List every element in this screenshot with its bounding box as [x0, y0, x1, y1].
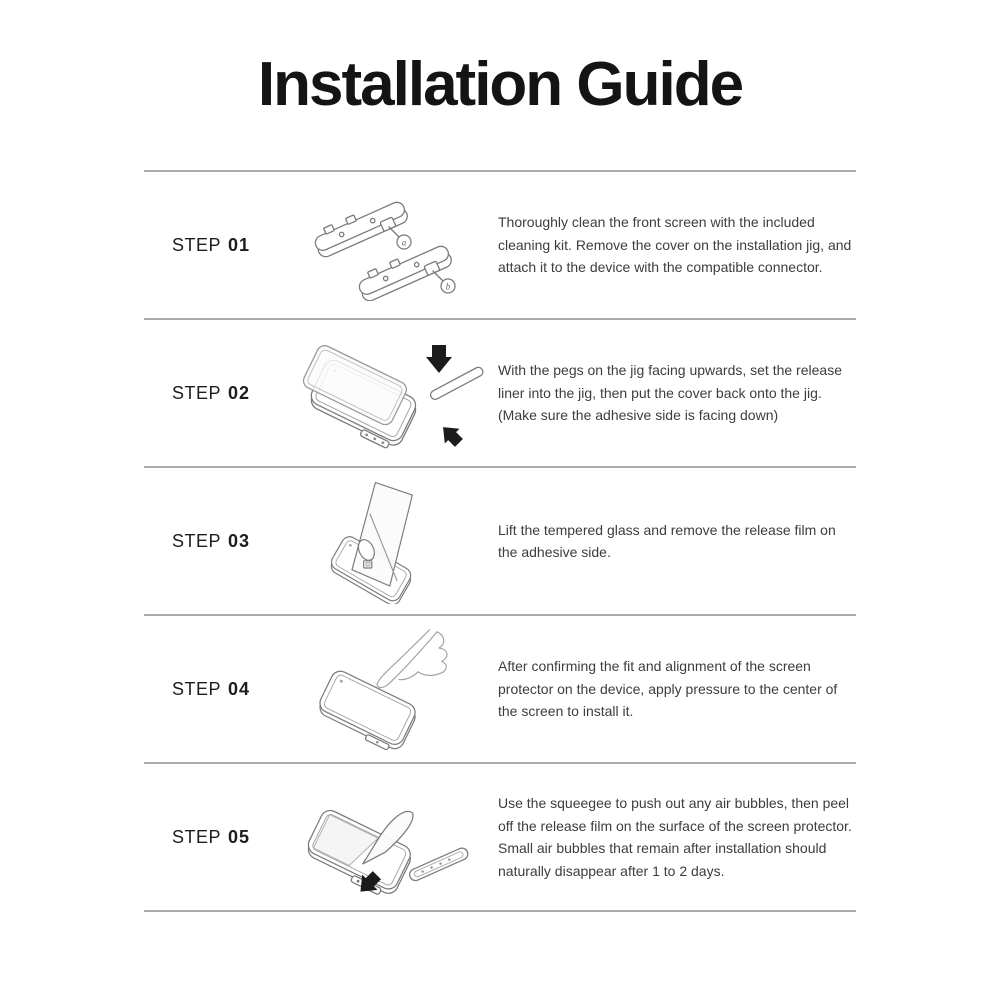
- callout-b-letter: b: [445, 281, 451, 292]
- step-number: 01: [228, 234, 251, 255]
- guide-document: [144, 0, 856, 912]
- step-02-art: [299, 331, 495, 455]
- step-03-row: [144, 468, 856, 616]
- step-03-art: [325, 478, 469, 604]
- step-word: STEP: [172, 382, 222, 403]
- down-arrow-icon: [426, 345, 452, 373]
- step-01-description: Thoroughly clean the front screen with the included cleaning kit. Remove the cover on the installation jig, and attach it to the device with the compatible connector.: [498, 214, 852, 276]
- hand-heel: [399, 672, 418, 680]
- step-04-label: [144, 679, 296, 700]
- callout-a-leader: [389, 227, 400, 238]
- step-01-row: [144, 172, 856, 320]
- step-05-art: [304, 774, 490, 901]
- step-05-description: Use the squeegee to push out any air bubbles, then peel off the release film on the surface of the screen protector. Small air bubbles that remain after installation should naturally disappear after 1 to 2 days.: [498, 795, 852, 879]
- installation-jig-pieces-icon: [296, 189, 498, 301]
- callout-b-leader: [433, 271, 444, 282]
- step-01-label: [144, 235, 296, 256]
- cover-handle-bar: [429, 366, 484, 401]
- page-title: Installation Guide: [257, 50, 743, 119]
- step-number: 03: [228, 530, 251, 551]
- step-03-description: Lift the tempered glass and remove the release film on the adhesive side.: [498, 521, 836, 560]
- step-04-description: After confirming the fit and alignment of the screen protector on the device, apply pressure to the center of the screen to install it.: [498, 658, 838, 720]
- step-01-art: [299, 189, 495, 301]
- jig-bar-a: [311, 195, 410, 259]
- step-word: STEP: [172, 234, 222, 255]
- step-word: STEP: [172, 826, 222, 847]
- step-02-row: [144, 320, 856, 468]
- step-02-description: With the pegs on the jig facing upwards, set the release liner into the jig, then put the cover back onto the jig. (Make sure the adhesive side is facing down): [498, 362, 842, 424]
- squeegee: [408, 846, 470, 882]
- step-word: STEP: [172, 530, 222, 551]
- set-release-liner-into-jig-icon: [296, 331, 498, 455]
- squeegee-and-peel-film-icon: [296, 774, 498, 901]
- step-03-label: [144, 531, 296, 552]
- step-05-row: [144, 764, 856, 912]
- phone-outline: [313, 668, 420, 750]
- callout-a-letter: a: [401, 237, 407, 248]
- step-number: 04: [228, 678, 251, 699]
- step-word: STEP: [172, 678, 222, 699]
- lift-glass-remove-release-film-icon: [296, 478, 498, 604]
- step-02-label: [144, 383, 296, 404]
- step-number: 05: [228, 826, 251, 847]
- steps-list: [144, 170, 856, 912]
- up-left-arrow-icon: [436, 420, 467, 451]
- step-04-row: [144, 616, 856, 764]
- pressing-hand: [377, 630, 447, 688]
- curled-fingers: [418, 632, 447, 676]
- step-number: 02: [228, 382, 251, 403]
- step-04-art: [311, 628, 483, 750]
- press-screen-center-icon: [296, 628, 498, 750]
- step-05-label: [144, 827, 296, 848]
- header: [144, 0, 856, 170]
